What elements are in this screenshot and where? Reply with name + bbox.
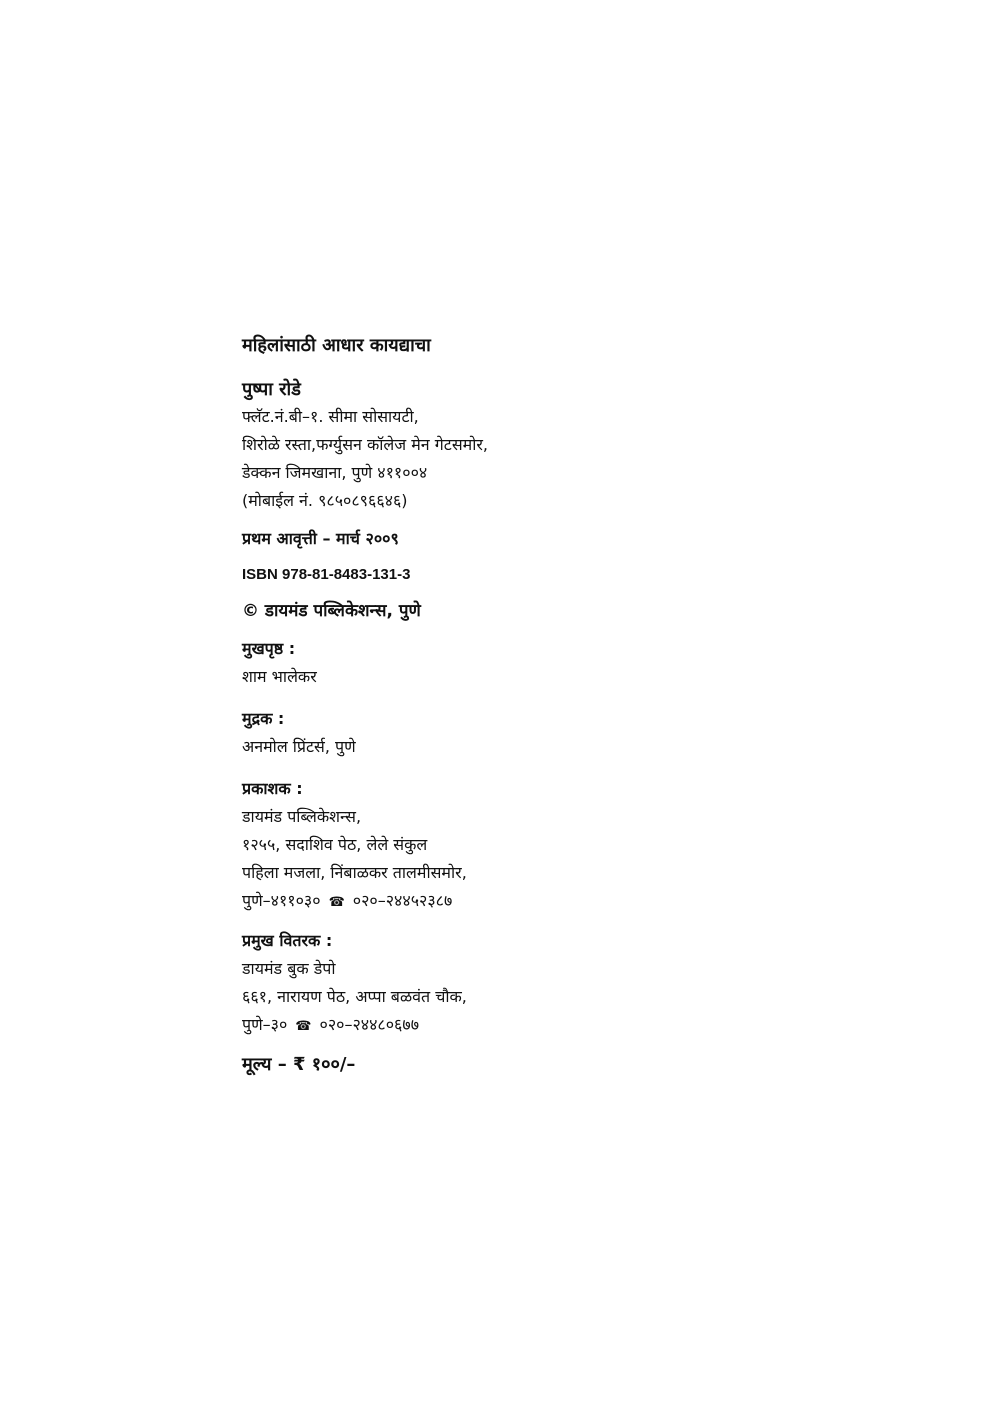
author-address-line: फ्लॅट.नं.बी–१. सीमा सोसायटी, — [242, 407, 419, 426]
author-address-line: डेक्कन जिमखाना, पुणे ४११००४ — [242, 463, 428, 482]
book-title: महिलांसाठी आधार कायद्याचा — [242, 335, 431, 356]
publisher-label: प्रकाशक : — [242, 779, 303, 798]
publisher-phone: ०२०–२४४५२३८७ — [352, 891, 453, 910]
cover-label: मुखपृष्ठ : — [242, 639, 296, 658]
publisher-city: पुणे–४११०३० — [242, 891, 321, 910]
price: मूल्य – ₹ १००/– — [242, 1054, 356, 1075]
distributor-label: प्रमुख वितरक : — [242, 931, 333, 950]
copyright: © डायमंड पब्लिकेशन्स, पुणे — [242, 601, 421, 621]
isbn: ISBN 978-81-8483-131-3 — [242, 566, 411, 583]
phone-icon: ☎ — [328, 895, 345, 910]
phone-icon: ☎ — [295, 1019, 312, 1034]
publisher-line: १२५५, सदाशिव पेठ, लेले संकुल — [242, 835, 428, 854]
distributor-line: ६६१, नारायण पेठ, अप्पा बळवंत चौक, — [242, 987, 467, 1006]
publisher-contact — [242, 887, 762, 917]
publisher-line: पहिला मजला, निंबाळकर तालमीसमोर, — [242, 863, 467, 882]
distributor-line: डायमंड बुक डेपो — [242, 959, 336, 978]
distributor-contact — [242, 1011, 762, 1041]
printer-label: मुद्रक : — [242, 709, 285, 728]
publisher-line: डायमंड पब्लिकेशन्स, — [242, 807, 362, 826]
author-name: पुष्पा रोडे — [242, 379, 301, 400]
author-mobile: (मोबाईल नं. ९८५०८९६६४६) — [242, 491, 408, 510]
distributor-phone: ०२०–२४४८०६७७ — [319, 1015, 420, 1034]
printer-name: अनमोल प्रिंटर्स, पुणे — [242, 737, 356, 756]
cover-artist: शाम भालेकर — [242, 667, 317, 686]
distributor-city: पुणे–३० — [242, 1015, 288, 1034]
author-address-line: शिरोळे रस्ता,फर्ग्युसन कॉलेज मेन गेटसमोर, — [242, 435, 488, 454]
edition: प्रथम आवृत्ती – मार्च २००९ — [242, 529, 399, 548]
imprint-page — [242, 333, 762, 1079]
